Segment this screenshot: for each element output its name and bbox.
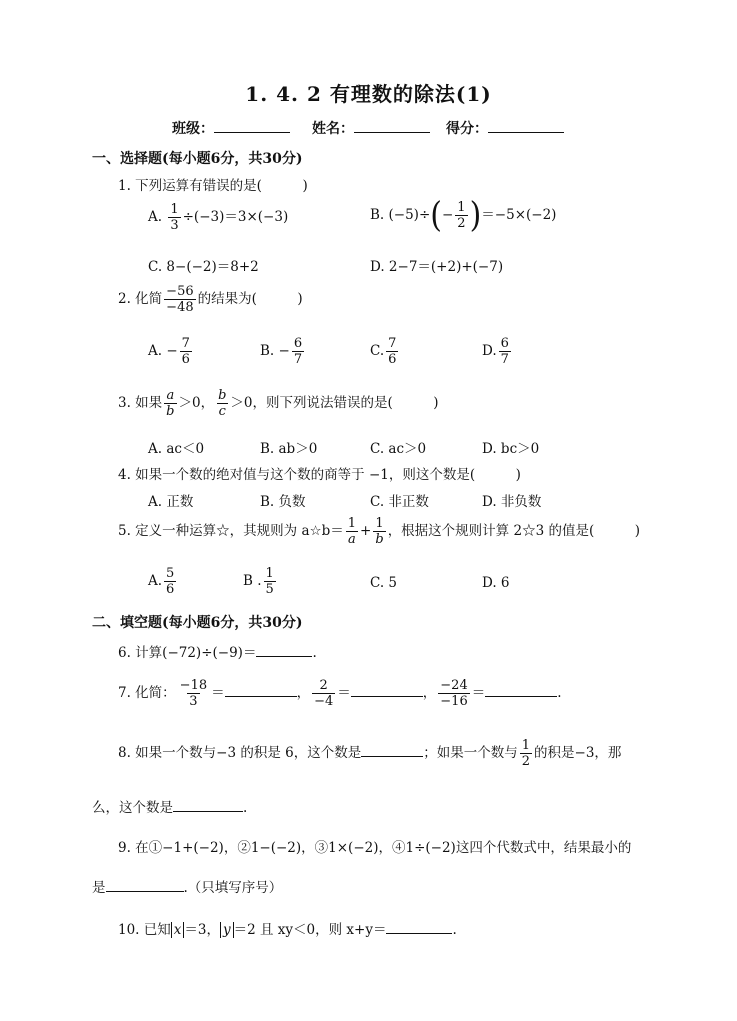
q10: 10. 已知 x ＝3， y ＝2 且 xy＜0，则 x+y＝ . [118, 922, 457, 938]
q3-option-d: D. bc＞0 [482, 441, 540, 457]
name-field [312, 118, 430, 138]
q7: 7. 化简： $\frac{-18}{3}$ ＝ ， $\frac{2}{-4}$ ＝ ， $\frac{-24}{-16}$ ＝ . [118, 678, 562, 709]
q6-answer-blank[interactable] [256, 644, 312, 657]
q1-a-prefix: A. [148, 209, 163, 225]
q10-answer-blank[interactable] [386, 921, 452, 934]
q1-option-d: D. 2−7＝(+2)+(−7) [370, 259, 504, 275]
q5-option-b: B . $\frac{1}{5}$ [243, 566, 274, 597]
q5-option-a: A. $\frac{5}{6}$ [148, 566, 175, 597]
q1-a-rest: ÷(−3)＝3×(−3) [182, 209, 289, 225]
page-title: 1. 4. 2 有理数的除法(1) [245, 82, 492, 106]
q8-line2: 么，这个数是 . [92, 800, 248, 816]
q4-option-c: C. 非正数 [370, 494, 429, 510]
q8-fraction: $\frac{1}{2}$ [521, 738, 531, 769]
q10-abs-y: y [220, 922, 234, 938]
score-label: 得分： [446, 121, 488, 137]
q9-blank[interactable] [106, 879, 184, 892]
q3-stem: 3. 如果 $\frac{a}{b}$ ＞0， $\frac{b}{c}$ ＞0，则下列说法错误的是( ) [118, 388, 439, 419]
q1-b-fraction: $\frac{1}{2}$ [457, 200, 466, 231]
q7-fraction-2: $\frac{2}{-4}$ [314, 678, 334, 709]
q3-option-b: B. ab＞0 [260, 441, 318, 457]
q8-line1: 8. 如果一个数与−3 的积是 6，这个数是 ；如果一个数与 $\frac{1}{2}$ 的积是−3，那 [118, 738, 622, 769]
q7-blank-1[interactable] [225, 684, 297, 697]
q7-fraction-3: $\frac{-24}{-16}$ [440, 678, 468, 709]
q4-option-d: D. 非负数 [482, 494, 542, 510]
q1-b-rest: ＝−5×(−2) [481, 207, 557, 223]
q5-stem: 5. 定义一种运算☆，其规则为 a☆b＝ $\frac{1}{a}$ + $\frac{1}{b}$ ，根据这个规则计算 2☆3 的值是( ) [118, 516, 640, 547]
q2-stem: 2. 化简 $\frac{-56}{-48}$ 的结果为( ) [118, 284, 303, 315]
q5-fraction-b: $\frac{1}{b}$ [375, 516, 384, 547]
q9-line1: 9. 在①−1+(−2)，②1−(−2)，③1×(−2)，④1÷(−2)这四个代数式中，结果最小的 [118, 840, 632, 856]
q4-stem: 4. 如果一个数的绝对值与这个数的商等于 −1，则这个数是( ) [118, 467, 521, 483]
q3-option-c: C. ac＞0 [370, 441, 427, 457]
q2-option-b: B. − $\frac{6}{7}$ [260, 336, 303, 367]
class-field [172, 118, 290, 138]
score-field [446, 118, 564, 138]
section2-heading: 二、填空题(每小题6分，共30分) [92, 615, 303, 631]
q5-fraction-a: $\frac{1}{a}$ [347, 516, 357, 547]
score-blank[interactable] [488, 120, 564, 133]
q7-blank-2[interactable] [351, 684, 423, 697]
class-blank[interactable] [214, 120, 290, 133]
q1-b-prefix: B. [370, 207, 385, 223]
class-label: 班级： [172, 121, 214, 137]
q5-option-c: C. 5 [370, 575, 398, 591]
q1-stem: 1. 下列运算有错误的是( ) [118, 178, 308, 194]
q2-option-d: D. $\frac{6}{7}$ [482, 336, 509, 367]
q1-b-left: (−5)÷ [388, 207, 431, 223]
q3-fraction-bc: $\frac{b}{c}$ [218, 388, 227, 419]
q8-blank-2[interactable] [173, 799, 243, 812]
q9-line2: 是 .（只填写序号） [92, 880, 283, 896]
q10-abs-x: x [171, 922, 185, 938]
q3-option-a: A. ac＜0 [148, 441, 205, 457]
q1-b-frac-sign: − [441, 207, 454, 223]
q8-blank-1[interactable] [361, 744, 423, 757]
section1-heading: 一、选择题(每小题6分，共30分) [92, 151, 303, 167]
q5-option-d: D. 6 [482, 575, 510, 591]
name-blank[interactable] [354, 120, 430, 133]
q2-option-c: C. $\frac{7}{6}$ [370, 336, 397, 367]
q1-a-fraction: $\frac{1}{3}$ [170, 202, 179, 233]
q1-option-a [148, 202, 288, 233]
q2-option-a: A. − $\frac{7}{6}$ [148, 336, 190, 367]
q6: 6. 计算(−72)÷(−9)＝ . [118, 645, 317, 661]
q1-option-c: C. 8−(−2)＝8+2 [148, 259, 259, 275]
name-label: 姓名： [312, 121, 354, 137]
q3-fraction-ab: $\frac{a}{b}$ [166, 388, 175, 419]
q7-fraction-1: $\frac{-18}{3}$ [179, 678, 208, 709]
q4-option-b: B. 负数 [260, 494, 306, 510]
q1-option-b: B. (−5)÷(− $\frac{1}{2}$ )＝−5×(−2) [370, 195, 557, 236]
q4-option-a: A. 正数 [148, 494, 194, 510]
q7-blank-3[interactable] [485, 684, 557, 697]
q2-fraction: $\frac{-56}{-48}$ [166, 284, 194, 315]
